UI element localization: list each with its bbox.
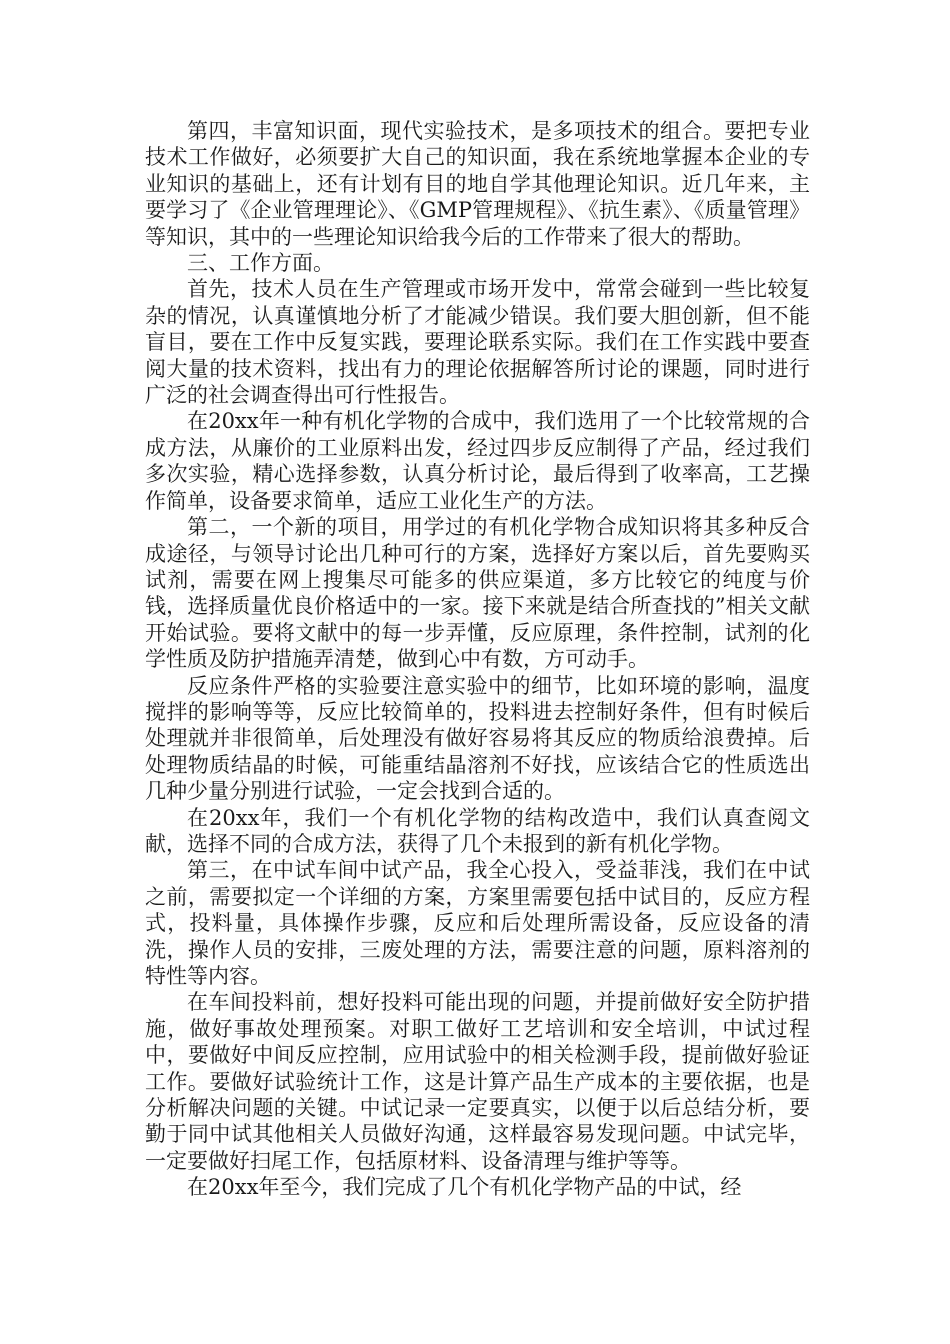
paragraph-second: 第二，一个新的项目，用学过的有机化学物合成知识将其多种反合成途径，与领导讨论出几种可行的方案，选择好方案以后，首先要购买试剂，需要在网上搜集尽可能多的供应渠道，多方比较它的纯度与价钱，选择质量优良价格适中的一家。接下来就是结合所查找的”相关文献开始试验。要将文献中的每一步弄懂，反应原理，条件控制，试剂的化学性质及防护措施弄清楚，做到心中有数，方可动手。 [145, 515, 810, 672]
paragraph-structure-modification: 在20xx年，我们一个有机化学物的结构改造中，我们认真查阅文献，选择不同的合成方法，获得了几个未报到的新有机化学物。 [145, 805, 810, 856]
section-heading-work: 三、工作方面。 [187, 251, 334, 276]
document-body [145, 118, 810, 1201]
paragraph-study-knowledge: 第四，丰富知识面，现代实验技术，是多项技术的组合。要把专业技术工作做好，必须要扩大自己的知识面，我在系统地掌握本企业的专业知识的基础上，还有计划有目的地自学其他理论知识。近几年来，主要学习了《企业管理理论》、《GMP管理规程》、《抗生素》、《质量管理》等知识，其中的一些理论知识给我今后的工作带来了很大的帮助。 [145, 119, 810, 249]
paragraph-synthesis-example: 在20xx年一种有机化学物的合成中，我们选用了一个比较常规的合成方法，从廉价的工业原料出发，经过四步反应制得了产品，经过我们多次实验，精心选择参数，认真分析讨论，最后得到了收率高，工艺操作简单，设备要求简单，适应工业化生产的方法。 [145, 409, 810, 513]
paragraph-reaction-conditions: 反应条件严格的实验要注意实验中的细节，比如环境的影响，温度搅拌的影响等等，反应比较简单的，投料进去控制好条件，但有时候后处理就并非很简单，后处理没有做好容易将其反应的物质给浪费掉。后处理物质结晶的时候，可能重结晶溶剂不好找，应该结合它的性质选出几种少量分别进行试验，一定会找到合适的。 [145, 673, 810, 804]
paragraph-workshop: 在车间投料前，想好投料可能出现的问题，并提前做好安全防护措施，做好事故处理预案。对职工做好工艺培训和安全培训，中试过程中，要做好中间反应控制，应用试验中的相关检测手段，提前做好验证工作。要做好试验统计工作，这是计算产品生产成本的主要依据，也是分析解决问题的关键。中试记录一定要真实，以便于以后总结分析，要勤于同中试其他相关人员做好沟通，这样最容易发现问题。中试完毕，一定要做好扫尾工作，包括原材料、设备清理与维护等等。 [145, 990, 810, 1173]
paragraph-third: 第三，在中试车间中试产品，我全心投入，受益菲浅，我们在中试之前，需要拟定一个详细的方案，方案里需要包括中试目的，反应方程式，投料量，具体操作步骤，反应和后处理所需设备，反应设备的清洗，操作人员的安排，三废处理的方法，需要注意的问题，原料溶剂的特性等内容。 [145, 858, 810, 988]
paragraph-pilot-results: 在20xx年至今，我们完成了几个有机化学物产品的中试，经 [187, 1175, 742, 1200]
paragraph-first: 首先，技术人员在生产管理或市场开发中，常常会碰到一些比较复杂的情况，认真谨慎地分析了才能减少错误。我们要大胆创新，但不能盲目，要在工作中反复实践，要理论联系实际。我们在工作实践中要查阅大量的技术资料，找出有力的理论依据解答所讨论的课题，同时进行广泛的社会调查得出可行性报告。 [145, 277, 810, 408]
